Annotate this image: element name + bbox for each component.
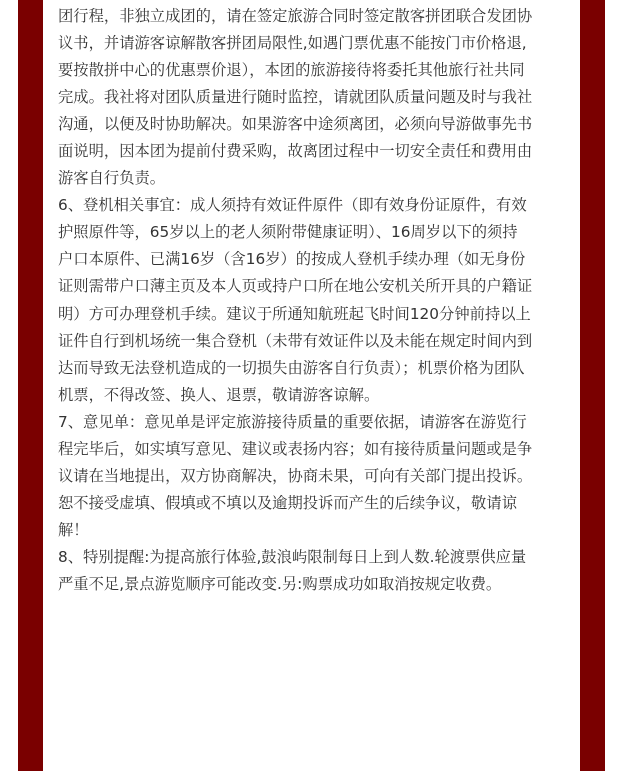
text-line: 沟通，以便及时协助解决。如果游客中途须离团，必须向导游做事先书 — [58, 115, 533, 134]
text-line: 议书，并请游客谅解散客拼团局限性,如遇门票优惠不能按门市价格退, — [58, 34, 527, 53]
text-line: 6、登机相关事宜：成人须持有效证件原件（即有效身份证原件，有效 — [58, 196, 527, 215]
terms-content — [58, 3, 578, 598]
paragraph-feedback — [58, 409, 578, 544]
text-line: 游客自行负责。 — [58, 169, 166, 188]
text-line: 面说明，因本团为提前付费采购，故离团过程中一切安全责任和费用由 — [58, 142, 533, 161]
text-line: 证则需带户口薄主页及本人页或持户口所在地公安机关所开具的户籍证 — [58, 277, 533, 296]
right-border-stripe — [580, 0, 605, 771]
text-line: 达而导致无法登机造成的一切损失由游客自行负责）；机票价格为团队 — [58, 358, 525, 377]
text-line: 恕不接受虚填、假填或不填以及逾期投诉而产生的后续争议，敬请谅 — [58, 493, 517, 512]
text-line: 7、意见单：意见单是评定旅游接待质量的重要依据，请游客在游览行 — [58, 412, 527, 431]
text-line: 严重不足,景点游览顺序可能改变.另:购票成功如取消按规定收费。 — [58, 574, 502, 593]
text-line: 完成。我社将对团队质量进行随时监控，请就团队质量问题及时与我社 — [58, 88, 533, 107]
text-line: 证件自行到机场统一集合登机（未带有效证件以及未能在规定时间内到 — [58, 331, 533, 350]
paragraph-group-itinerary — [58, 3, 578, 192]
text-line: 团行程，非独立成团的，请在签定旅游合同时签定散客拼团联合发团协 — [58, 7, 533, 25]
text-line: 护照原件等，65岁以上的老人须附带健康证明）、16周岁以下的须持 — [58, 223, 518, 242]
text-line: 8、特别提醒:为提高旅行体验,鼓浪屿限制每日上到人数.轮渡票供应量 — [58, 547, 527, 566]
text-line: 要按散拼中心的优惠票价退），本团的旅游接待将委托其他旅行社共同 — [58, 61, 525, 80]
text-line: 议请在当地提出，双方协商解决，协商未果，可向有关部门提出投诉。 — [58, 466, 533, 485]
text-line: 程完毕后，如实填写意见、建议或表扬内容；如有接待质量问题或是争 — [58, 439, 533, 458]
text-line: 户口本原件、已满16岁（含16岁）的按成人登机手续办理（如无身份 — [58, 250, 526, 269]
paragraph-boarding — [58, 192, 578, 408]
text-line: 明）方可办理登机手续。建议于所通知航班起飞时间120分钟前持以上 — [58, 304, 531, 323]
paragraph-special-notice — [58, 544, 578, 598]
text-line: 机票，不得改签、换人、退票，敬请游客谅解。 — [58, 385, 380, 404]
left-border-stripe — [18, 0, 43, 771]
text-line: 解！ — [58, 520, 89, 539]
